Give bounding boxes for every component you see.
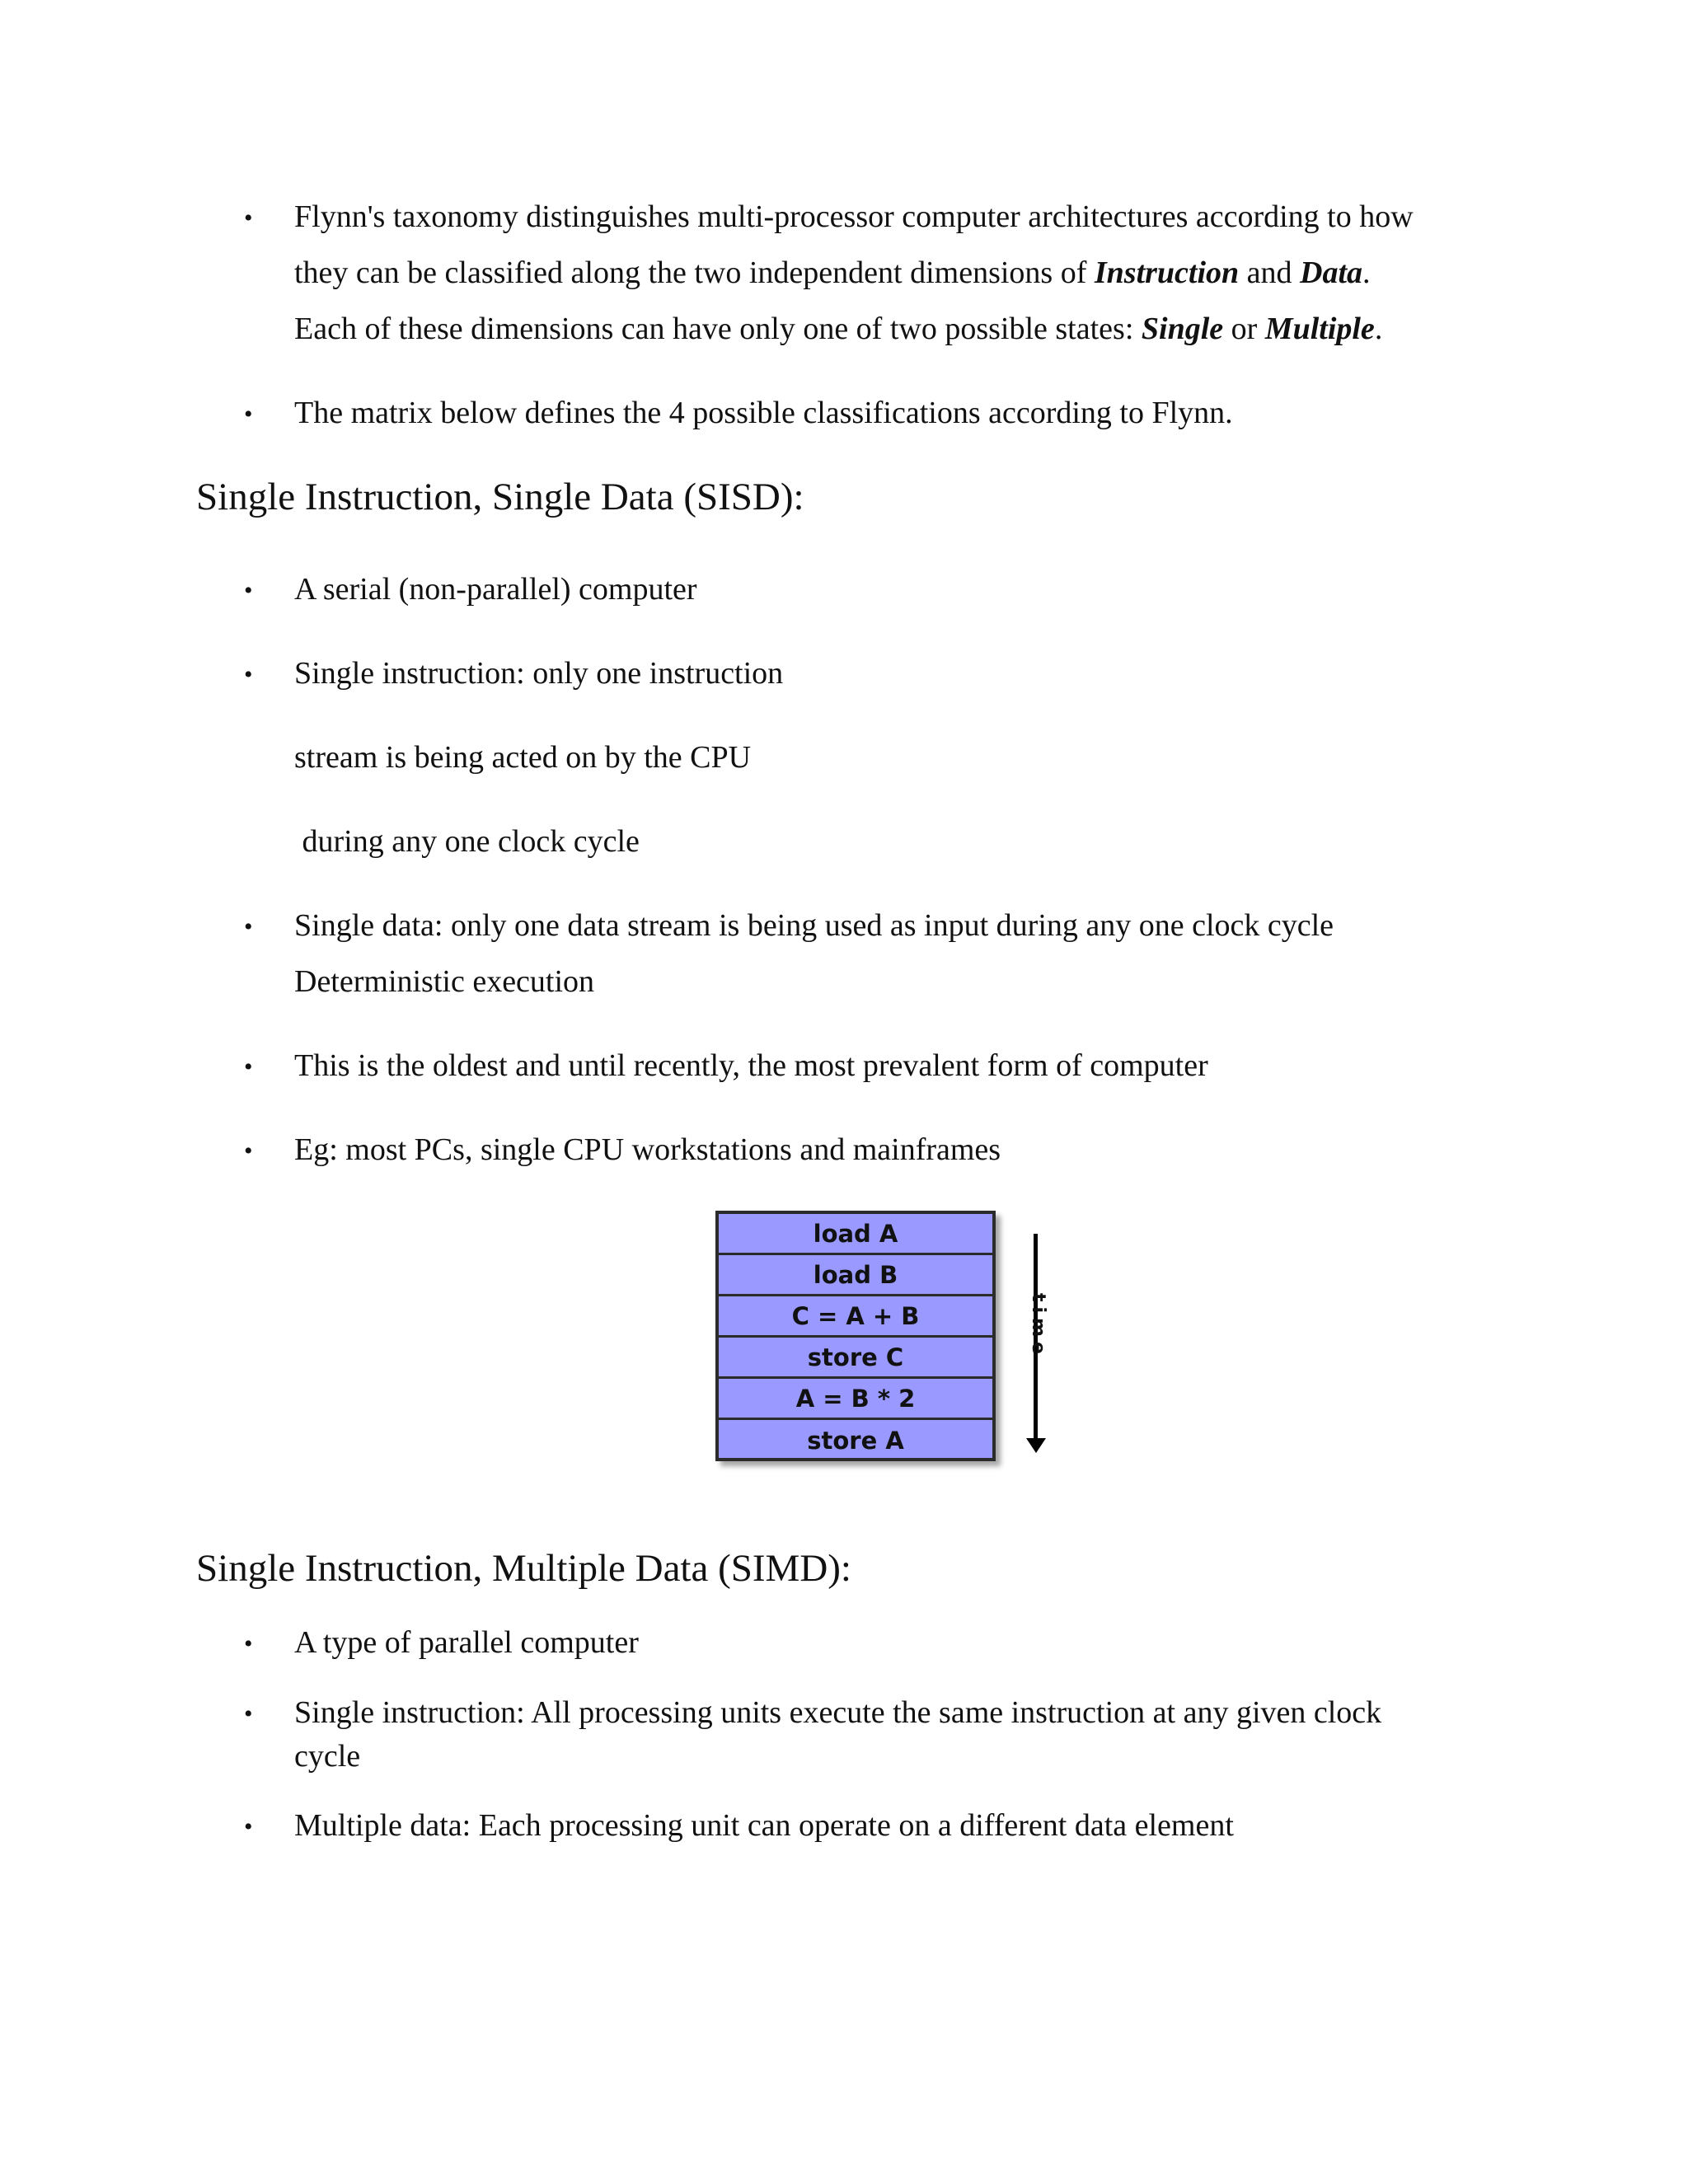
sisd-bullet-2-line-2: stream is being acted on by the CPU bbox=[294, 740, 752, 775]
simd-bullet-3: Multiple data: Each processing unit can operate on a different data element bbox=[294, 1808, 1234, 1843]
sisd-bullet-4: This is the oldest and until recently, the most prevalent form of computer bbox=[294, 1048, 1208, 1083]
intro-bullet-2: The matrix below defines the 4 possible classifications according to Flynn. bbox=[294, 396, 1233, 430]
single-emphasis: Single bbox=[1141, 312, 1224, 346]
instruction-stack bbox=[715, 1211, 996, 1461]
sisd-bullet-3-line-2: Deterministic execution bbox=[294, 964, 595, 999]
bullet-marker: • bbox=[244, 1137, 253, 1165]
bullet-marker: • bbox=[244, 577, 253, 604]
intro-bullet-1-line-3-text: Each of these dimensions can have only one of two possible states: bbox=[294, 312, 1142, 346]
bullet-marker: • bbox=[244, 1700, 253, 1727]
instruction-step: store C bbox=[719, 1338, 992, 1379]
sisd-bullet-1: A serial (non-parallel) computer bbox=[294, 572, 697, 607]
instruction-step: store A bbox=[807, 1427, 904, 1455]
intro-bullet-1-line-2 bbox=[294, 257, 1371, 288]
sisd-bullet-2-line-3: during any one clock cycle bbox=[294, 824, 640, 859]
simd-bullet-2-line-1: Single instruction: All processing units execute the same instruction at any given clock bbox=[294, 1695, 1382, 1730]
bullet-marker: • bbox=[244, 204, 253, 232]
time-label: time bbox=[1028, 1293, 1048, 1359]
bullet-marker: • bbox=[244, 1630, 253, 1657]
instruction-step: load A bbox=[719, 1214, 992, 1255]
data-emphasis: Data bbox=[1300, 255, 1363, 290]
intro-bullet-1-period-2: . bbox=[1374, 312, 1383, 346]
sisd-heading: Single Instruction, Single Data (SISD): bbox=[196, 476, 804, 518]
simd-bullet-1: A type of parallel computer bbox=[294, 1625, 639, 1660]
intro-bullet-1-line-1 bbox=[294, 201, 1414, 232]
instruction-step: A = B * 2 bbox=[719, 1379, 992, 1420]
sisd-instruction-diagram bbox=[715, 1211, 1062, 1466]
bullet-marker: • bbox=[244, 401, 253, 428]
bullet-marker: • bbox=[244, 913, 253, 940]
intro-bullet-1-and: and bbox=[1239, 255, 1301, 290]
simd-bullet-2-line-2: cycle bbox=[294, 1739, 361, 1774]
sisd-bullet-3-line-1: Single data: only one data stream is being used as input during any one clock cycle bbox=[294, 908, 1334, 943]
intro-bullet-1-line-2-text: they can be classified along the two independent dimensions of bbox=[294, 255, 1095, 290]
multiple-emphasis: Multiple bbox=[1264, 312, 1375, 346]
intro-bullet-1-line-3 bbox=[294, 313, 1382, 344]
bullet-marker: • bbox=[244, 661, 253, 688]
bullet-marker: • bbox=[244, 1053, 253, 1080]
simd-heading: Single Instruction, Multiple Data (SIMD): bbox=[196, 1547, 851, 1590]
instruction-step: C = A + B bbox=[719, 1296, 992, 1338]
instruction-emphasis: Instruction bbox=[1094, 255, 1240, 290]
intro-bullet-1-line-1-text: Flynn's taxonomy distinguishes multi-processor computer architectures according to how bbox=[294, 199, 1414, 234]
sisd-bullet-5: Eg: most PCs, single CPU workstations and mainframes bbox=[294, 1132, 1001, 1167]
intro-bullet-1-or: or bbox=[1223, 312, 1265, 346]
time-arrow-head-icon bbox=[1026, 1438, 1046, 1453]
intro-bullet-1-period: . bbox=[1362, 255, 1371, 290]
instruction-step: load B bbox=[719, 1255, 992, 1296]
bullet-marker: • bbox=[244, 1813, 253, 1840]
sisd-bullet-2-line-1: Single instruction: only one instruction bbox=[294, 656, 784, 691]
